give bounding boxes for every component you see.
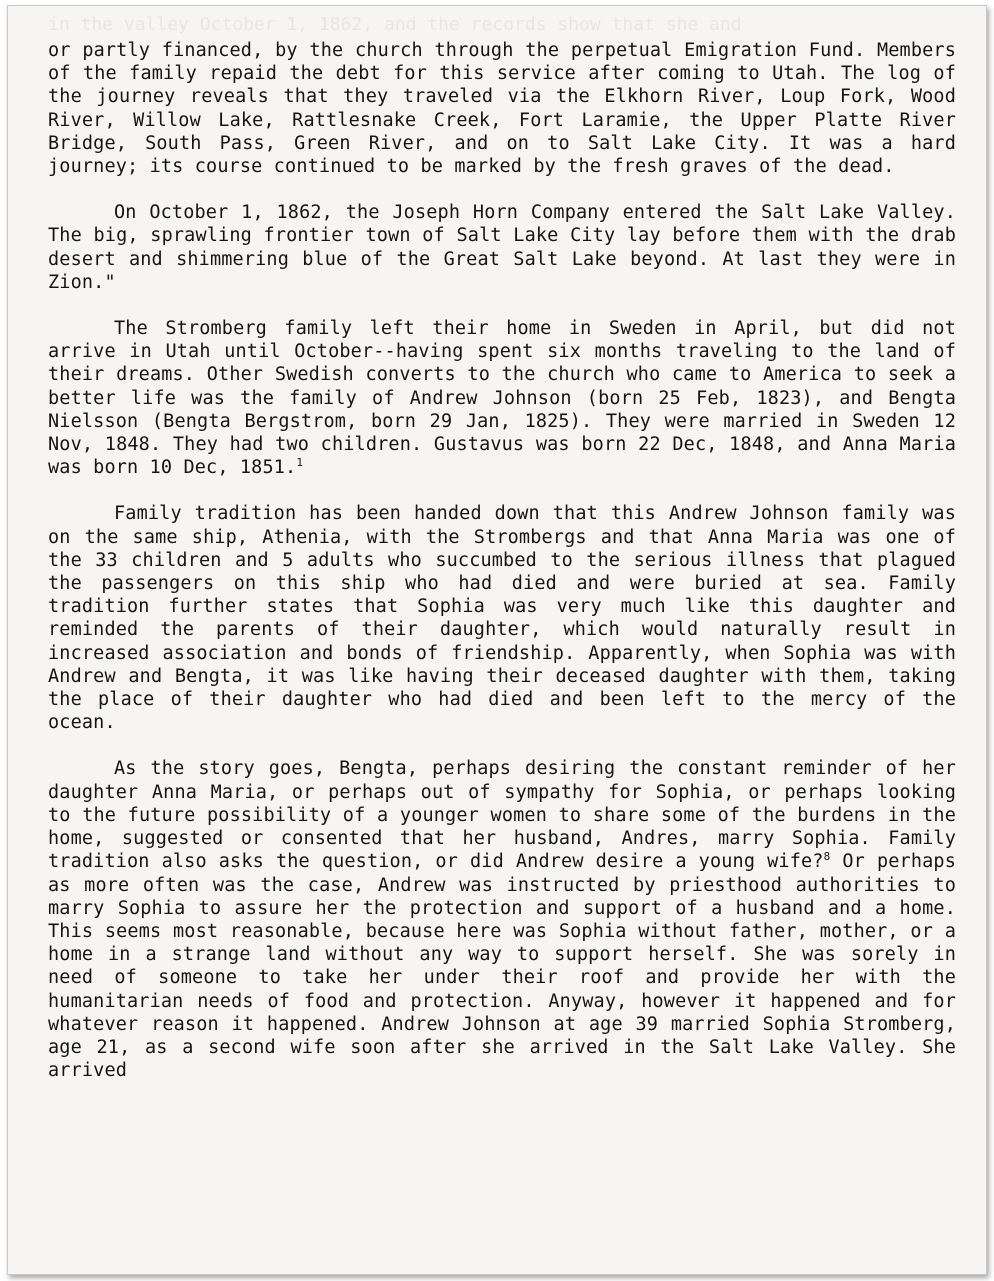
paragraph-5: [48, 757, 956, 1082]
paragraph-4: [48, 502, 956, 734]
document-page: [7, 5, 987, 1275]
footnote-marker-8: 8: [823, 850, 831, 864]
paragraph-4-text: Family tradition has been handed down that this Andrew Johnson family was on the same ship, Athenia, with the Strombergs and that Anna Maria was one of the 33 children and 5 adults who succumbed to the serious illness that plagued the passengers on this ship who had died and were buried at sea. Family tradition further states that Sophia was very much like this daughter and reminded the parents of their daughter, which would naturally result in increased association and bonds of friendship. Apparently, when Sophia was with Andrew and Bengta, it was like having their deceased daughter with them, taking the place of their daughter who had died and been left to the mercy of the ocean.: [48, 503, 956, 734]
bleed-through-text: in the valley October 1, 1862, and the records show that she and: [48, 14, 742, 35]
paragraph-5-text: As the story goes, Bengta, perhaps desiring the constant reminder of her daughter Anna Maria, or perhaps out of sympathy for Sophia, or perhaps looking to the future possibility of a younger women to share some of the burdens in the home, suggested or consented that her husband, Andres, marry Sophia. Family tradition also asks the question, or did Andrew desire a young wife?: [48, 758, 956, 873]
paragraph-1-text: or partly financed, by the church through the perpetual Emigration Fund. Members of the family repaid the debt for this service after coming to Utah. The log of the journey reveals that they traveled via the Elkhorn River, Loup Fork, Wood River, Willow Lake, Rattlesnake Creek, Fort Laramie, the Upper Platte River Bridge, South Pass, Green River, and on to Salt Lake City. It was a hard journey; its course continued to be marked by the fresh graves of the dead.: [48, 40, 956, 178]
paragraph-5-text-continued: Or perhaps as more often was the case, Andrew was instructed by priesthood authorities to marry Sophia to assure her the protection and support of a husband and a home. This seems most reasonable, because here was Sophia without father, mother, or a home in a strange land without any way to support herself. She was sorely in need of someone to take her under their roof and provide her with the humanitarian needs of food and protection. Anyway, however it happened and for whatever reason it happened. Andrew Johnson at age 39 married Sophia Stromberg, age 21, as a second wife soon after she arrived in the Salt Lake Valley. She arrived: [48, 851, 956, 1082]
paragraph-3: [48, 317, 956, 479]
paragraph-2: [48, 201, 956, 294]
paragraph-2-text: On October 1, 1862, the Joseph Horn Company entered the Salt Lake Valley. The big, sprawling frontier town of Salt Lake City lay before them with the drab desert and shimmering blue of the Great Salt Lake beyond. At last they were in Zion.": [48, 202, 956, 293]
document-body: [48, 39, 956, 1082]
footnote-marker-1: 1: [296, 456, 304, 470]
paragraph-1: [48, 39, 956, 178]
paragraph-3-text: The Stromberg family left their home in Sweden in April, but did not arrive in Utah until October--having spent six months traveling to the land of their dreams. Other Swedish converts to the church who came to America to seek a better life was the family of Andrew Johnson (born 25 Feb, 1823), and Bengta Nielsson (Bengta Bergstrom, born 29 Jan, 1825). They were married in Sweden 12 Nov, 1848. They had two children. Gustavus was born 22 Dec, 1848, and Anna Maria was born 10 Dec, 1851.: [48, 318, 956, 479]
